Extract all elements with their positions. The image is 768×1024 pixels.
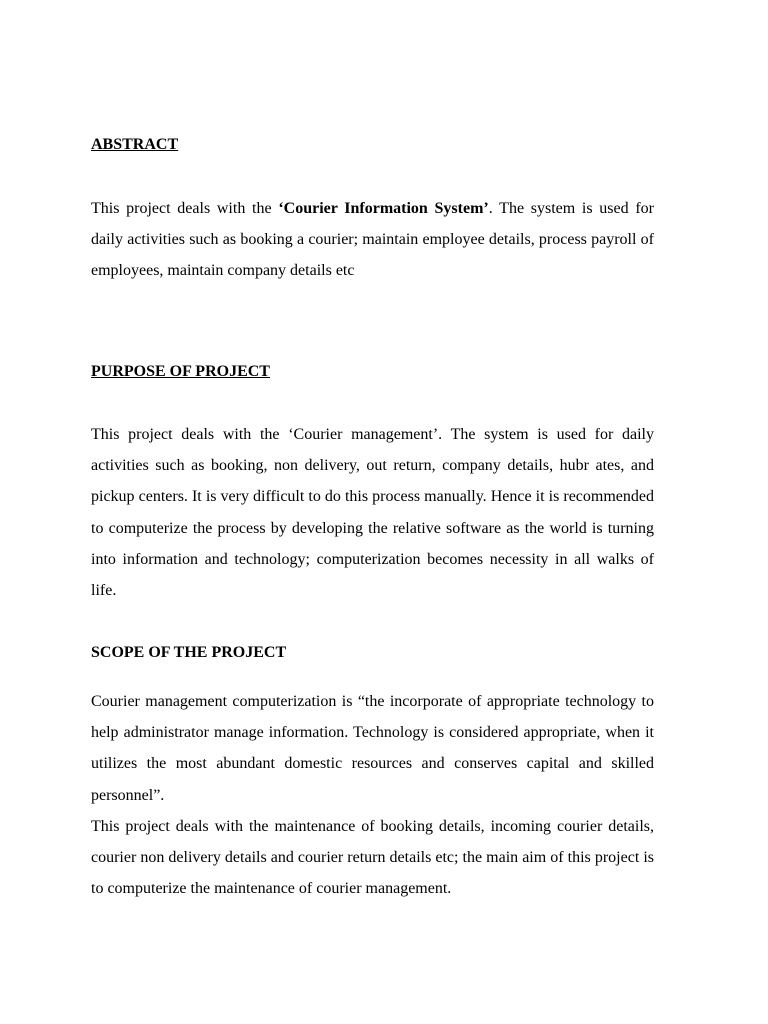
purpose-paragraph: This project deals with the ‘Courier management’. The system is used for daily activities such as booking, non delivery, out return, company details, hubr ates, and pickup centers. It is very difficult to do this process manually. Hence it is recommended to computerize the process by developing the relative software as the world is turning into information and technology; computerization becomes necessity in all walks of life. [91, 426, 654, 600]
abstract-heading: ABSTRACT [91, 136, 179, 153]
scope-heading: SCOPE OF THE PROJECT [91, 644, 287, 661]
scope-paragraph-1: Courier management computerization is “the incorporate of appropriate technology to help administrator manage information. Technology is considered appropriate, when it utilizes the most abundant domestic resources and conserves capital and skilled personnel”. [91, 693, 654, 804]
abstract-text-after: . The system is used for daily activities such as booking a courier; maintain employee details, process payroll of employees, maintain company details etc [91, 200, 655, 280]
abstract-text-before: This project deals with the [91, 200, 279, 217]
scope-paragraph-2: This project deals with the maintenance of booking details, incoming courier details, courier non delivery details and courier return details etc; the main aim of this project is to computerize the maintenance of courier management. [91, 818, 654, 898]
purpose-heading: PURPOSE OF PROJECT [91, 363, 270, 380]
abstract-paragraph [91, 193, 654, 287]
abstract-system-name: ‘Courier Information System’ [278, 200, 489, 217]
